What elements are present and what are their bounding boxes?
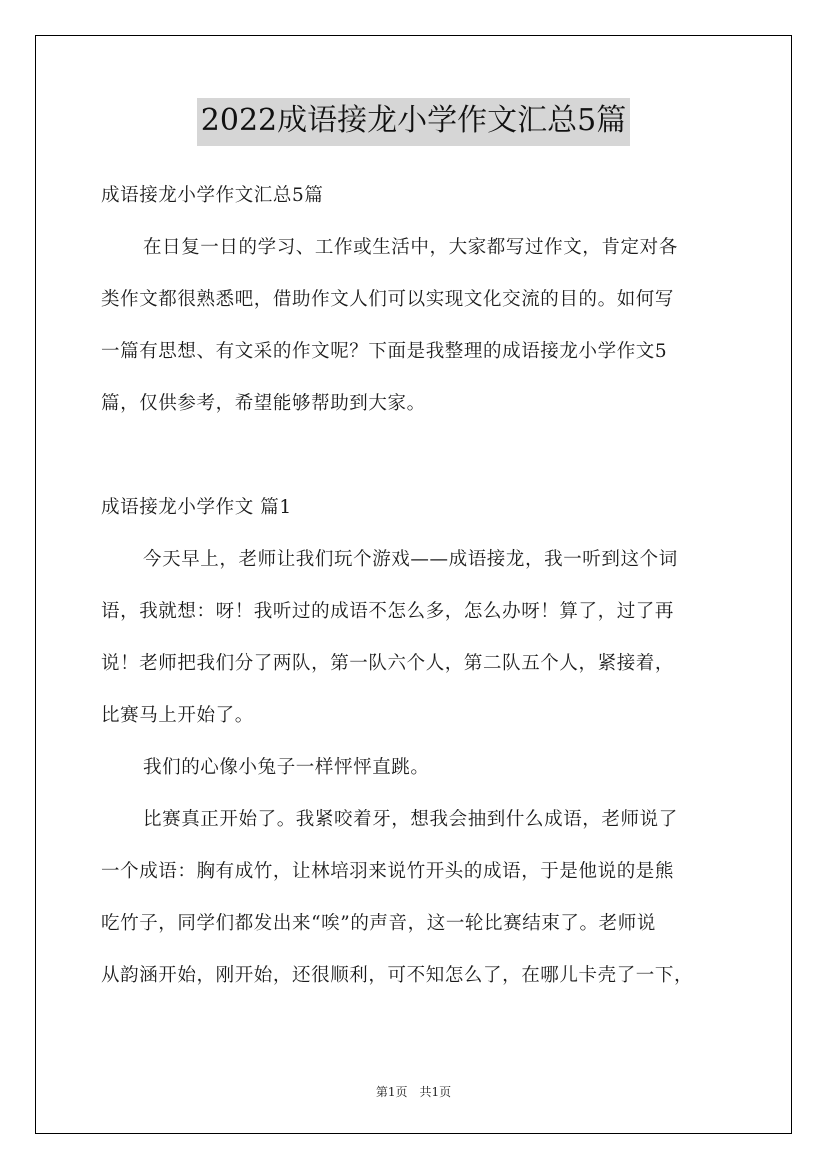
intro-line: 在日复一日的学习、工作或生活中，大家都写过作文，肯定对各 [143, 237, 678, 258]
paragraph-line: 一个成语：胸有成竹，让林培羽来说竹开头的成语，于是他说的是熊 [101, 861, 675, 882]
paragraph-line: 从韵涵开始，刚开始，还很顺利，可不知怎么了，在哪儿卡壳了一下， [101, 965, 694, 986]
paragraph-line: 我们的心像小兔子一样怦怦直跳。 [143, 757, 430, 778]
document-body [101, 170, 741, 1002]
document-title: 2022成语接龙小学作文汇总5篇 [197, 98, 630, 146]
paragraph-line: 吃竹子，同学们都发出来“唉”的声音，这一轮比赛结束了。老师说 [101, 913, 656, 934]
section-heading: 成语接龙小学作文 篇1 [101, 497, 292, 518]
document-subtitle: 成语接龙小学作文汇总5篇 [101, 185, 324, 206]
page-footer [0, 1084, 827, 1100]
paragraph-line: 比赛马上开始了。 [101, 705, 254, 726]
intro-line: 一篇有思想、有文采的作文呢？下面是我整理的成语接龙小学作文5 [101, 341, 668, 362]
blank-line [101, 430, 741, 482]
intro-line: 篇，仅供参考，希望能够帮助到大家。 [101, 393, 426, 414]
paragraph-line: 说！老师把我们分了两队，第一队六个人，第二队五个人，紧接着， [101, 653, 675, 674]
paragraph-line: 今天早上，老师让我们玩个游戏——成语接龙，我一听到这个词 [143, 549, 678, 570]
document-title-container [0, 98, 827, 146]
paragraph-line: 语，我就想：呀！我听过的成语不怎么多，怎么办呀！算了，过了再 [101, 601, 675, 622]
intro-line: 类作文都很熟悉吧，借助作文人们可以实现文化交流的目的。如何写 [101, 289, 675, 310]
page-number: 第1页 [375, 1085, 408, 1099]
page-total: 共1页 [419, 1085, 452, 1099]
paragraph-line: 比赛真正开始了。我紧咬着牙，想我会抽到什么成语，老师说了 [143, 809, 678, 830]
